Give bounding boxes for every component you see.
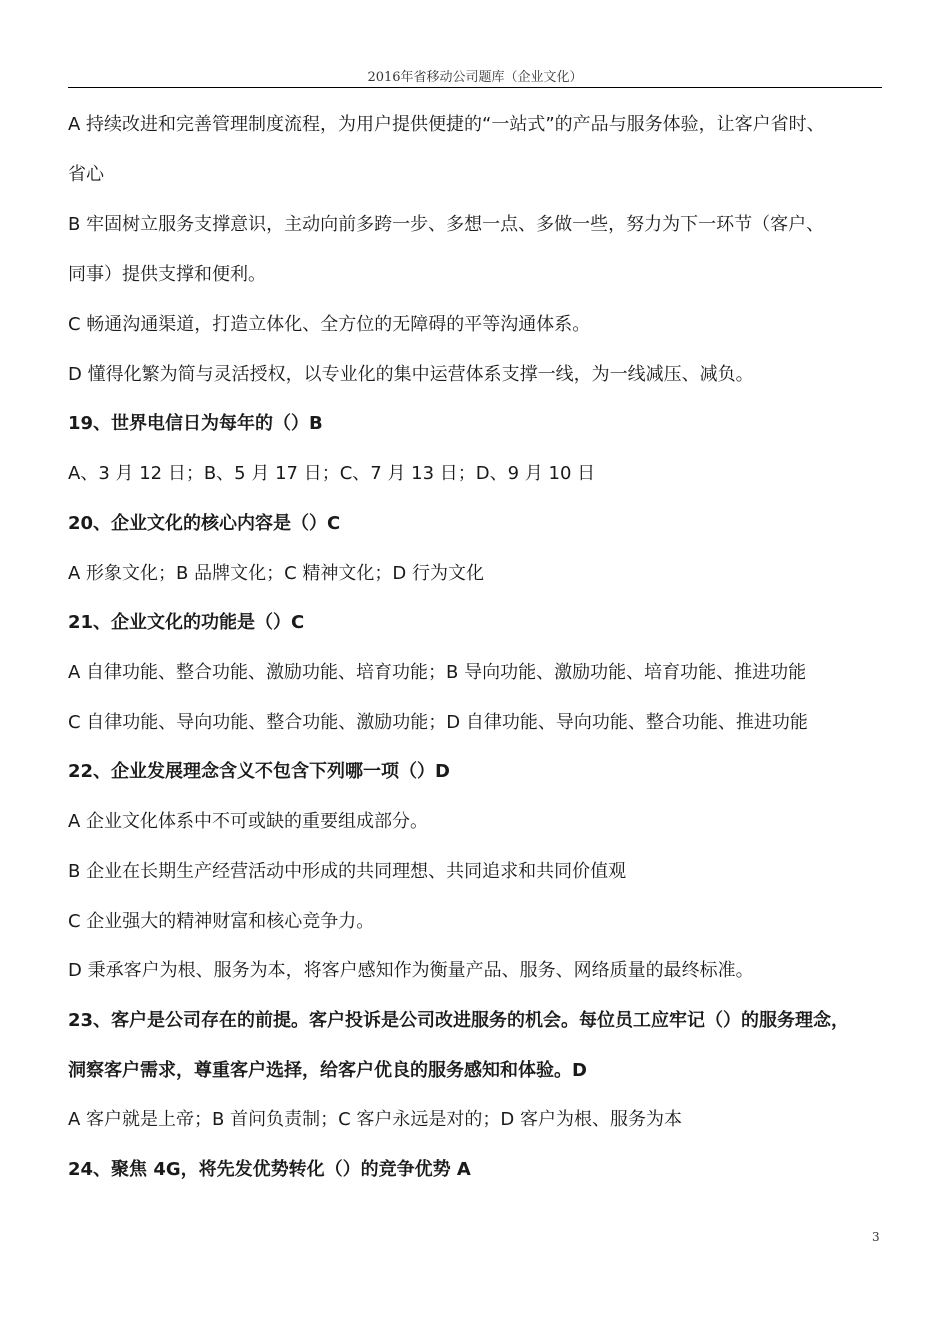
- question-line: 24、聚焦 4G，将先发优势转化（）的竞争优势 A: [68, 1159, 471, 1180]
- text-line: A 客户就是上帝；B 首问负责制；C 客户永远是对的；D 客户为根、服务为本: [68, 1109, 682, 1130]
- header-divider: [68, 87, 882, 88]
- text-line: D 秉承客户为根、服务为本，将客户感知作为衡量产品、服务、网络质量的最终标准。: [68, 960, 754, 981]
- text-line: C 自律功能、导向功能、整合功能、激励功能；D 自律功能、导向功能、整合功能、推进功能: [68, 712, 808, 733]
- question-line: 22、企业发展理念含义不包含下列哪一项（）D: [68, 761, 450, 782]
- text-line: A 自律功能、整合功能、激励功能、培育功能；B 导向功能、激励功能、培育功能、推进功能: [68, 662, 807, 683]
- question-line: 19、世界电信日为每年的（）B: [68, 413, 323, 434]
- page-header: 2016年省移动公司题库（企业文化）: [367, 70, 583, 85]
- text-line: B 牢固树立服务支撑意识，主动向前多跨一步、多想一点、多做一些，努力为下一环节（客户、: [68, 214, 825, 235]
- text-line: A 持续改进和完善管理制度流程，为用户提供便捷的“一站式”的产品与服务体验，让客户省时、: [68, 114, 825, 135]
- question-line: 20、企业文化的核心内容是（）C: [68, 513, 341, 534]
- text-line: C 畅通沟通渠道，打造立体化、全方位的无障碍的平等沟通体系。: [68, 314, 591, 335]
- text-line: A 企业文化体系中不可或缺的重要组成部分。: [68, 811, 429, 832]
- text-line: 同事）提供支撑和便利。: [68, 264, 266, 285]
- page-number: 3: [872, 1230, 880, 1244]
- question-line: 洞察客户需求，尊重客户选择，给客户优良的服务感知和体验。D: [68, 1060, 587, 1081]
- text-line: C 企业强大的精神财富和核心竞争力。: [68, 911, 375, 932]
- question-line: 21、企业文化的功能是（）C: [68, 612, 305, 633]
- text-line: A 形象文化；B 品牌文化；C 精神文化；D 行为文化: [68, 563, 484, 584]
- text-line: A、3 月 12 日；B、5 月 17 日；C、7 月 13 日；D、9 月 10 日: [68, 463, 596, 484]
- text-line: 省心: [68, 164, 104, 185]
- text-line: D 懂得化繁为简与灵活授权，以专业化的集中运营体系支撑一线，为一线减压、减负。: [68, 364, 754, 385]
- text-line: B 企业在长期生产经营活动中形成的共同理想、共同追求和共同价值观: [68, 861, 627, 882]
- question-line: 23、客户是公司存在的前提。客户投诉是公司改进服务的机会。每位员工应牢记（）的服务理念，: [68, 1010, 850, 1031]
